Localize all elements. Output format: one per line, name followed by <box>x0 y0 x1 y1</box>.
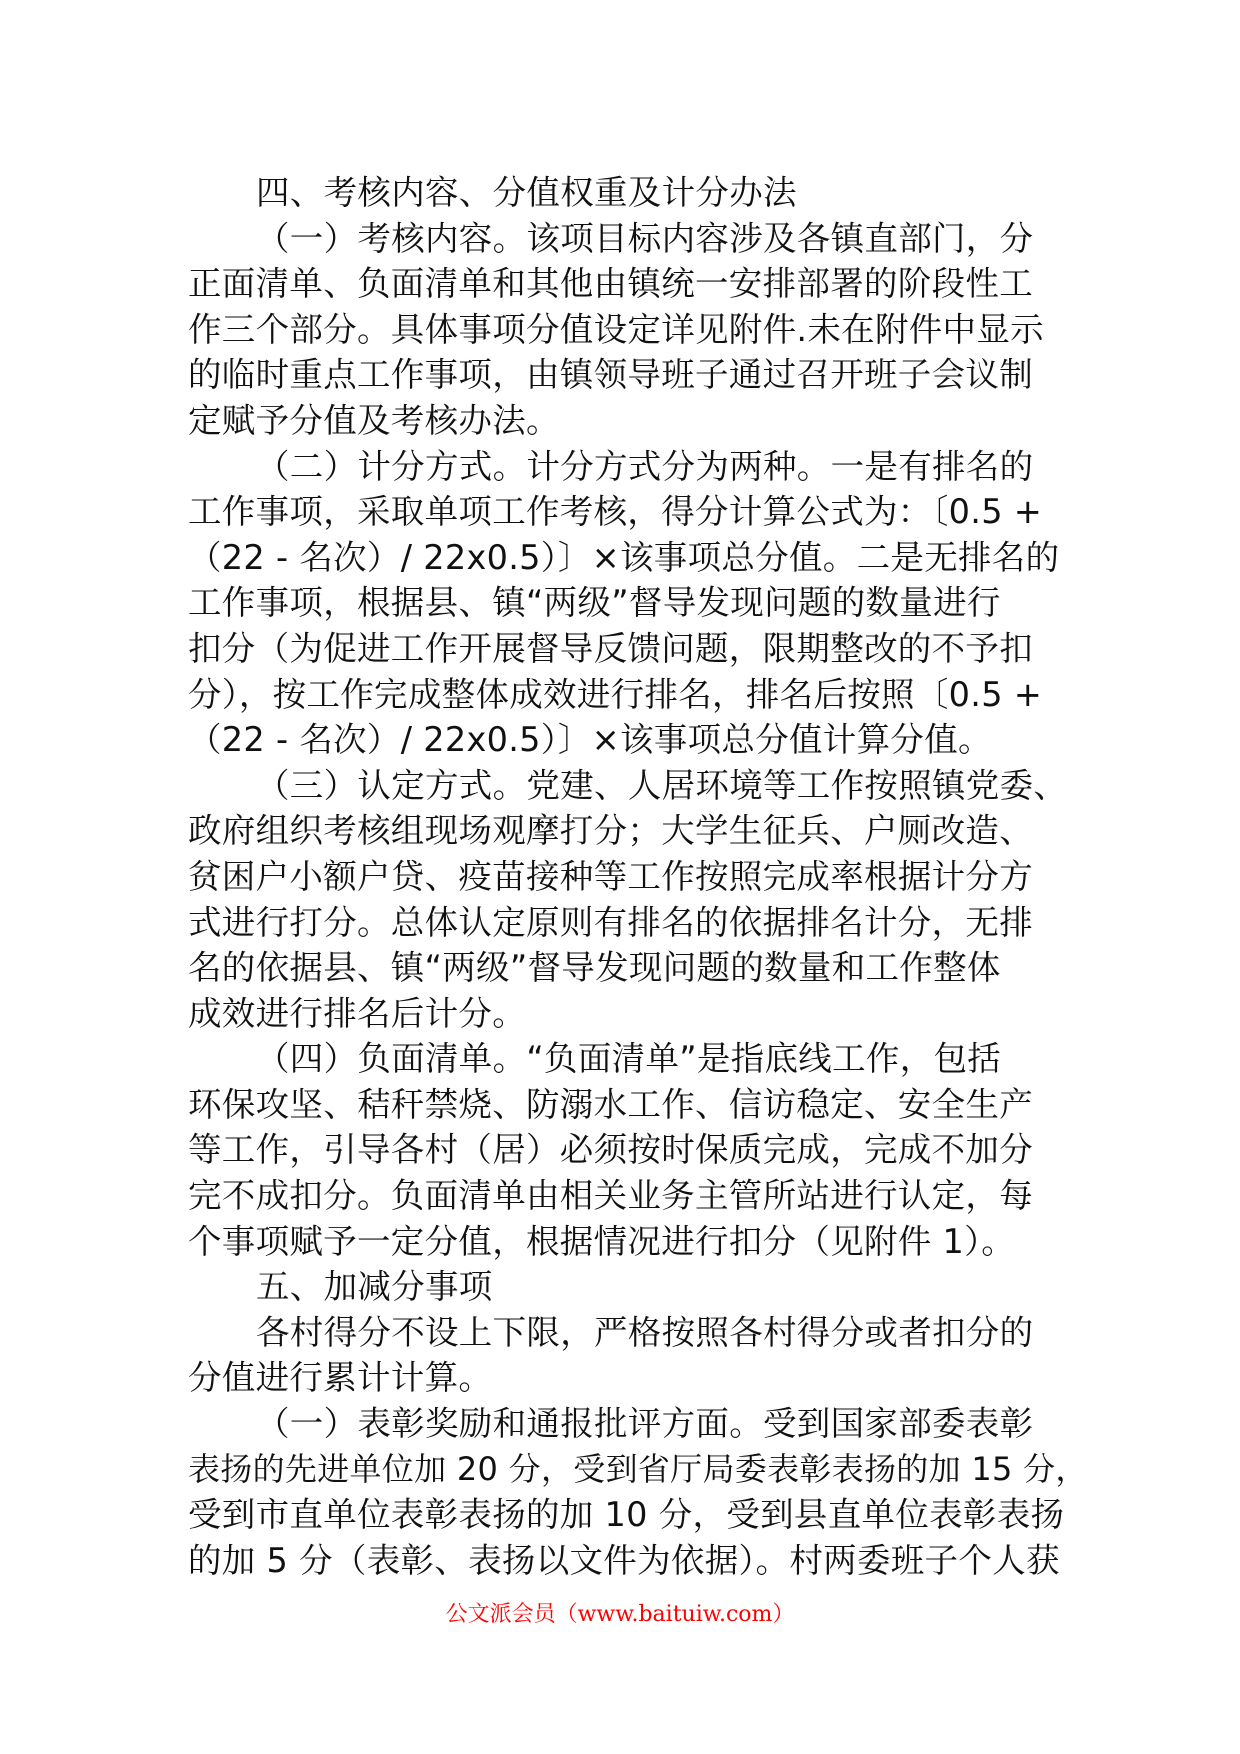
footer-watermark: 公文派会员（www.baituiw.com） <box>445 1602 795 1627</box>
paragraph-line: 的加 5 分（表彰、表扬以文件为依据）。村两委班子个人获 <box>188 1540 1060 1580</box>
paragraph-line: 式进行打分。总体认定原则有排名的依据排名计分，无排 <box>188 902 1033 942</box>
paragraph-line: （22 - 名次）/ 22x0.5）〕×该事项总分值计算分值。 <box>188 720 992 760</box>
paragraph-line: （一）考核内容。该项目标内容涉及各镇直部门，分 <box>256 218 1034 258</box>
paragraph-line: 定赋予分值及考核办法。 <box>188 400 560 440</box>
paragraph-line: 环保攻坚、秸秆禁烧、防溺水工作、信访稳定、安全生产 <box>188 1084 1033 1124</box>
paragraph-line: 工作事项，根据县、镇“两级”督导发现问题的数量进行 <box>188 583 1001 623</box>
paragraph-line: 完不成扣分。负面清单由相关业务主管所站进行认定，每 <box>188 1176 1033 1216</box>
paragraph-line: 成效进行排名后计分。 <box>188 993 526 1033</box>
paragraph-line: 名的依据县、镇“两级”督导发现问题的数量和工作整体 <box>188 948 1001 988</box>
paragraph-line: （一）表彰奖励和通报批评方面。受到国家部委表彰 <box>256 1404 1034 1444</box>
section-heading: 四、考核内容、分值权重及计分办法 <box>256 173 797 212</box>
paragraph-line: 受到市直单位表彰表扬的加 10 分，受到县直单位表彰表扬 <box>188 1495 1065 1535</box>
document-body <box>188 170 1088 1583</box>
paragraph-line: 的临时重点工作事项，由镇领导班子通过召开班子会议制 <box>188 355 1033 395</box>
paragraph-line: 作三个部分。具体事项分值设定详见附件.未在附件中显示 <box>188 309 1044 349</box>
paragraph-line: 扣分（为促进工作开展督导反馈问题，限期整改的不予扣 <box>188 628 1033 668</box>
paragraph-line: 正面清单、负面清单和其他由镇统一安排部署的阶段性工 <box>188 264 1033 304</box>
paragraph-line: （三）认定方式。党建、人居环境等工作按照镇党委、 <box>256 765 1068 805</box>
paragraph-line: 分），按工作完成整体成效进行排名，排名后按照〔0.5 + <box>188 674 1043 714</box>
paragraph-line: 政府组织考核组现场观摩打分；大学生征兵、户厕改造、 <box>188 811 1033 851</box>
paragraph-line: （二）计分方式。计分方式分为两种。一是有排名的 <box>256 446 1034 486</box>
paragraph-line: 贫困户小额户贷、疫苗接种等工作按照完成率根据计分方 <box>188 856 1033 896</box>
paragraph-line: 个事项赋予一定分值，根据情况进行扣分（见附件 1）。 <box>188 1221 1016 1261</box>
paragraph-line: 等工作，引导各村（居）必须按时保质完成，完成不加分 <box>188 1130 1033 1170</box>
paragraph-line: 分值进行累计计算。 <box>188 1358 493 1398</box>
paragraph-line: 表扬的先进单位加 20 分，受到省厅局委表彰表扬的加 15 分， <box>188 1449 1088 1488</box>
paragraph-line: 各村得分不设上下限，严格按照各村得分或者扣分的 <box>256 1312 1034 1352</box>
paragraph-line: （四）负面清单。“负面清单”是指底线工作，包括 <box>256 1039 1002 1079</box>
section-heading: 五、加减分事项 <box>256 1267 493 1307</box>
paragraph-line: 工作事项，采取单项工作考核，得分计算公式为：〔0.5 + <box>188 492 1043 532</box>
paragraph-line: （22 - 名次）/ 22x0.5）〕×该事项总分值。二是无排名的 <box>188 537 1060 577</box>
